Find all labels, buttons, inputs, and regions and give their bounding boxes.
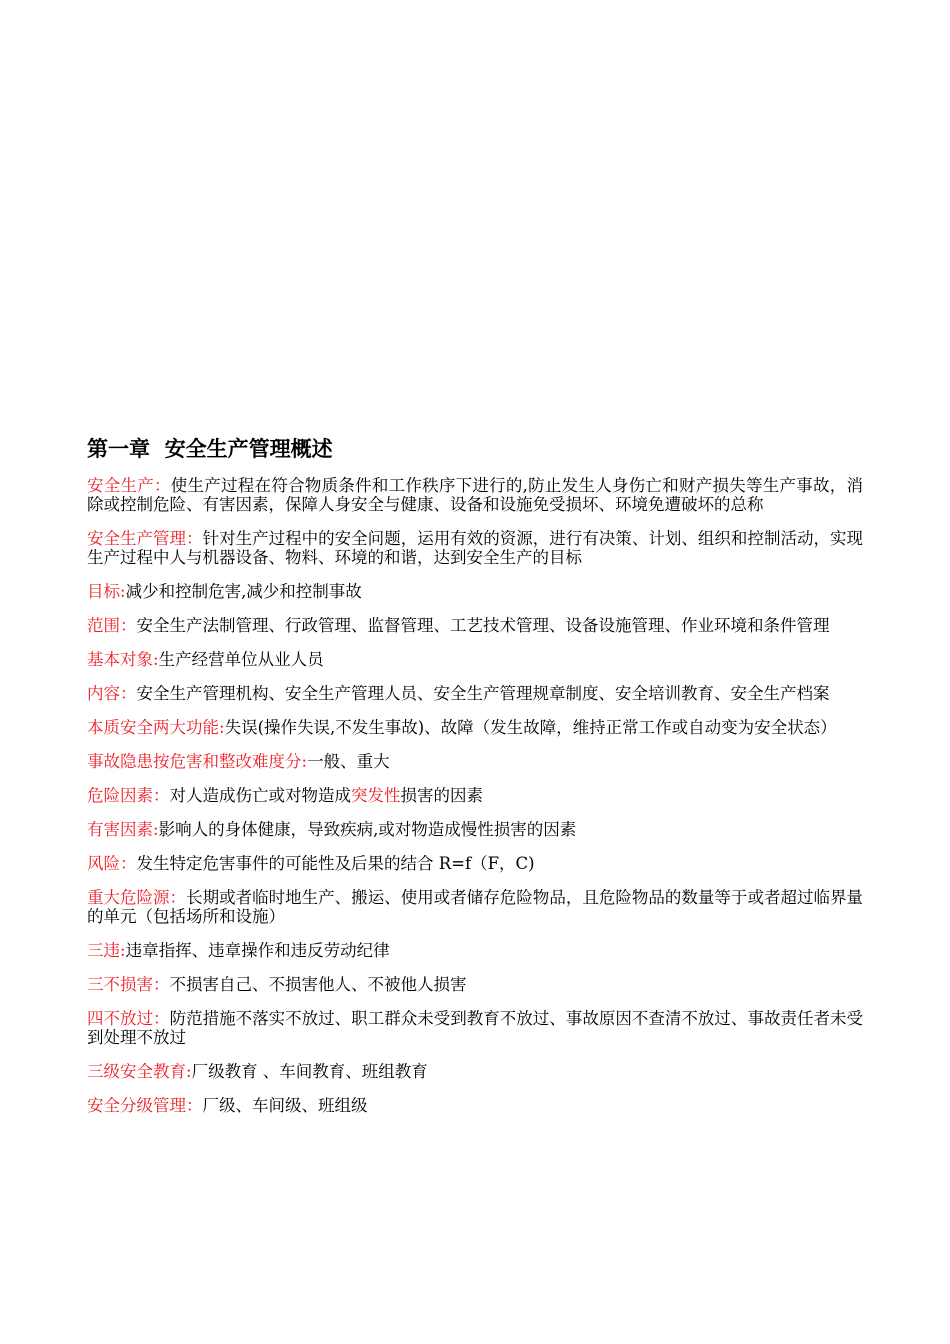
chapter-title: 第一章 安全生产管理概述 — [87, 437, 333, 461]
definition-term: 安全生产： — [87, 476, 171, 495]
definition-entry — [87, 752, 863, 771]
definition-entry — [87, 1009, 863, 1047]
definition-term: 事故隐患按危害和整改难度分: — [87, 752, 308, 771]
definition-term: 四不放过： — [87, 1009, 170, 1028]
definition-entry — [87, 888, 863, 926]
definition-entry — [87, 975, 863, 994]
definition-term: 三不损害： — [87, 975, 170, 994]
definition-entry — [87, 529, 863, 567]
definition-text: 损害的因素 — [400, 786, 483, 805]
definition-entry — [87, 650, 863, 669]
definition-term: 安全分级管理： — [87, 1096, 203, 1115]
definition-term: 风险： — [87, 854, 137, 873]
definition-entry — [87, 941, 863, 960]
definition-entry — [87, 684, 863, 703]
definition-term: 范围： — [87, 616, 137, 635]
definition-term: 三违: — [87, 941, 126, 960]
definition-term: 重大危险源： — [87, 888, 187, 907]
definition-entry — [87, 786, 863, 805]
definition-text: 失误(操作失误,不发生事故)、故障（发生故障，维持正常工作或自动变为安全状态） — [224, 718, 837, 737]
definition-term: 三级安全教育: — [87, 1062, 192, 1081]
definition-text: 厂级教育 、车间教育、班组教育 — [191, 1062, 428, 1081]
definition-text: 安全生产管理机构、安全生产管理人员、安全生产管理规章制度、安全培训教育、安全生产档案 — [136, 684, 830, 703]
definition-text: 对人造成伤亡或对物造成 — [169, 786, 351, 805]
definition-term: 内容： — [87, 684, 137, 703]
definition-text: 生产经营单位从业人员 — [158, 650, 324, 669]
definition-text: 违章指挥、违章操作和违反劳动纪律 — [125, 941, 390, 960]
definition-text: 发生特定危害事件的可能性及后果的结合 R=f（F，C) — [136, 854, 535, 873]
definition-text: 安全生产法制管理、行政管理、监督管理、工艺技术管理、设备设施管理、作业环境和条件管理 — [136, 616, 830, 635]
definition-text: 一般、重大 — [307, 752, 390, 771]
definition-text: 减少和控制危害,减少和控制事故 — [125, 582, 362, 601]
definition-term: 本质安全两大功能: — [87, 718, 225, 737]
definition-text: 长期或者临时地生产、搬运、使用或者储存危险物品，且危险物品的数量等于或者超过临界量的单元（包括场所和设施） — [87, 888, 864, 926]
definition-entry — [87, 616, 863, 635]
definition-text: 针对生产过程中的安全问题，运用有效的资源，进行有决策、计划、组织和控制活动，实现生产过程中人与机器设备、物料、环境的和谐，达到安全生产的目标 — [87, 529, 864, 567]
definition-text: 影响人的身体健康，导致疾病,或对物造成慢性损害的因素 — [158, 820, 577, 839]
definition-term: 危险因素： — [87, 786, 170, 805]
definition-entry — [87, 718, 863, 737]
definition-entry — [87, 1062, 863, 1081]
definition-entry — [87, 1096, 863, 1115]
definition-term: 基本对象: — [87, 650, 159, 669]
definition-term: 目标: — [87, 582, 126, 601]
definition-entry — [87, 854, 863, 873]
definition-entry — [87, 820, 863, 839]
definition-entry — [87, 582, 863, 601]
definition-text: 厂级、车间级、班组级 — [202, 1096, 368, 1115]
definition-term: 有害因素: — [87, 820, 159, 839]
definition-term: 安全生产管理： — [87, 529, 203, 548]
document-content — [87, 434, 863, 1130]
definition-text: 防范措施不落实不放过、职工群众未受到教育不放过、事故原因不查清不放过、事故责任者未受到处理不放过 — [87, 1009, 864, 1047]
highlighted-keyword: 突发性 — [351, 786, 401, 805]
definition-text: 不损害自己、不损害他人、不被他人损害 — [169, 975, 467, 994]
definition-text: 使生产过程在符合物质条件和工作秩序下进行的,防止发生人身伤亡和财产损失等生产事故，消除或控制危险、有害因素，保障人身安全与健康、设备和设施免受损坏、环境免遭破坏的总称 — [87, 476, 863, 514]
definition-entry — [87, 476, 863, 514]
